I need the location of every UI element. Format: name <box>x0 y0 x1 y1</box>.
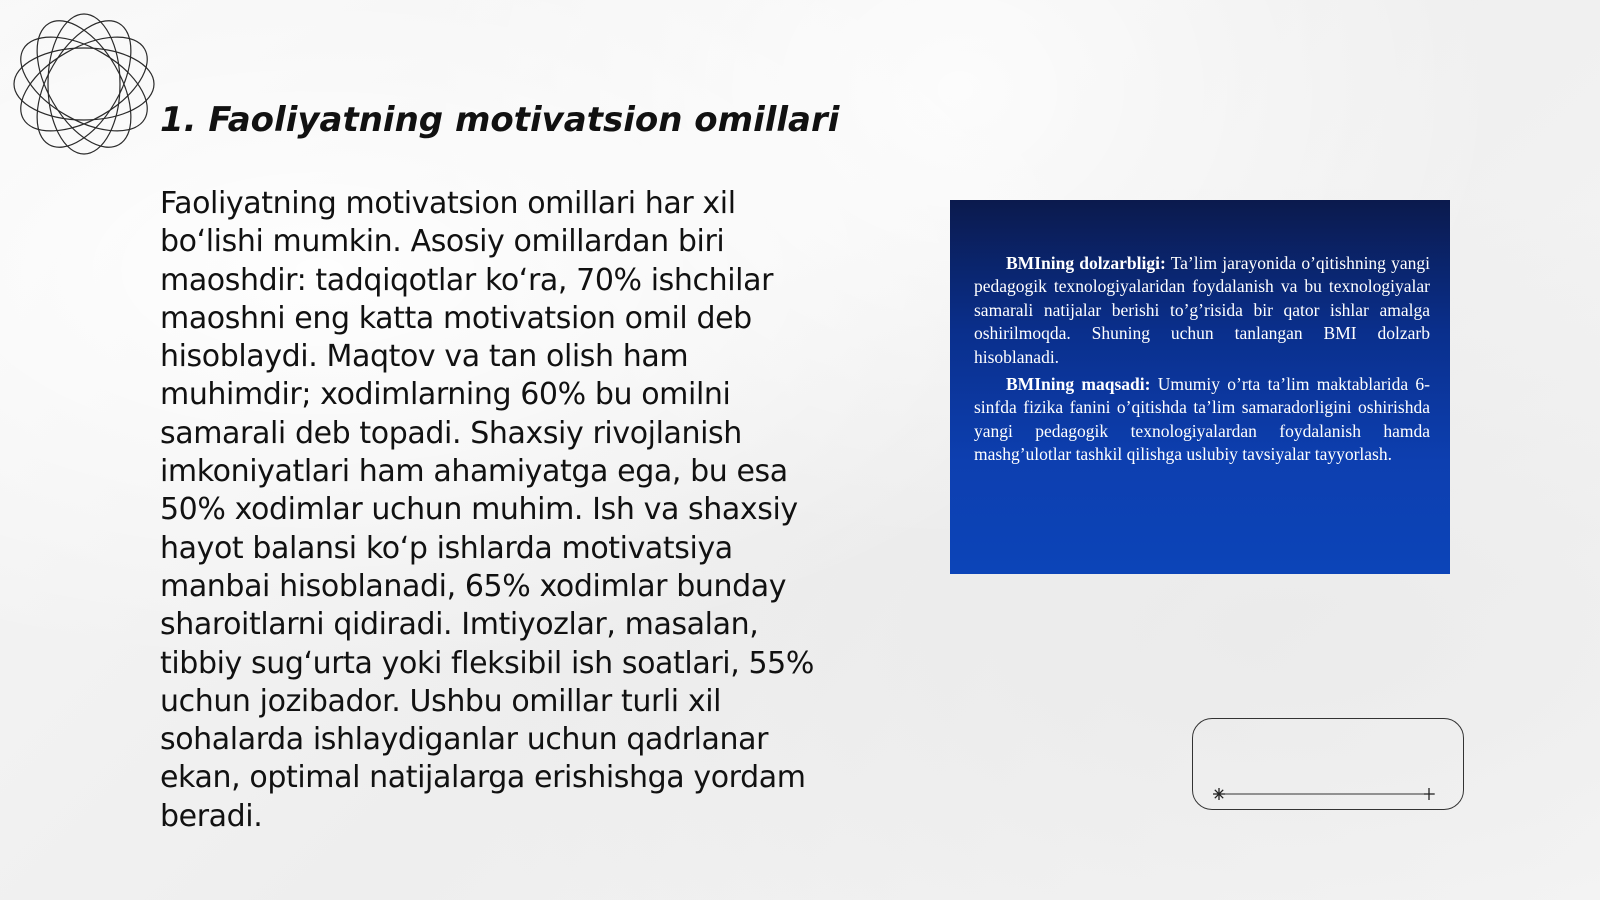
info-paragraph-relevance-text: Ta’lim jarayonida o’qitishning yangi pedagogik texnologiyalaridan foydalanish va bu texnologiyalar samarali natijalar berishi to’g’risida bir qator ishlar amalga oshirilmoqda. Shuning uchun tanlangan BMI dolzarb hisoblanadi. <box>974 253 1431 367</box>
footer-decoration-panel <box>1192 718 1464 810</box>
info-paragraph-goal-text: Umumiy o’rta ta’lim maktablarida 6-sinfda fizika fanini o’qitishda ta’lim samaradorligini oshirishda yangi pedagogik texnologiyalardan foydalanish hamda mashg’ulotlar tashkil qilishga uslubiy tavsiyalar tayyorlash. <box>974 374 1430 465</box>
plus-icon <box>1424 788 1434 800</box>
slide-title: 1. Faoliyatning motivatsion omillari <box>160 100 840 140</box>
circular-rosette-icon <box>10 10 158 158</box>
body-text: Faoliyatning motivatsion omillari har xil bo‘lishi mumkin. Asosiy omillardan biri maoshdir: tadqiqotlar ko‘ra, 70% ishchilar maoshni eng katta motivatsion omil deb hisoblaydi. Maqtov va tan olish ham muhimdir; xodimlarning 60% bu omilni samarali deb topadi. Shaxsiy rivojlanish imkoniyatlari ham ahamiyatga ega, bu esa 50% xodimlar uchun muhim. Ish va shaxsiy hayot balansi ko‘p ishlarda motivatsiya manbai hisoblanadi, 65% xodimlar bunday sharoitlarni qidiradi. Imtiyozlar, masalan, tibbiy sug‘urta yoki fleksibil ish soatlari, 55% uchun jozibador. Ushbu omillar turli xil sohalarda ishlaydiganlar uchun qadrlanar ekan, optimal natijalarga erishishga yordam beradi. <box>160 186 814 834</box>
sparkle-icon <box>1213 788 1225 800</box>
info-paragraph-relevance <box>974 252 1430 369</box>
info-paragraph-goal-lead: BMIning maqsadi: <box>1006 374 1151 395</box>
info-paragraph-relevance-lead: BMIning dolzarbligi: <box>1006 253 1166 273</box>
footer-divider-line <box>1213 788 1439 800</box>
info-paragraph-goal <box>974 373 1430 467</box>
info-card <box>950 200 1450 574</box>
